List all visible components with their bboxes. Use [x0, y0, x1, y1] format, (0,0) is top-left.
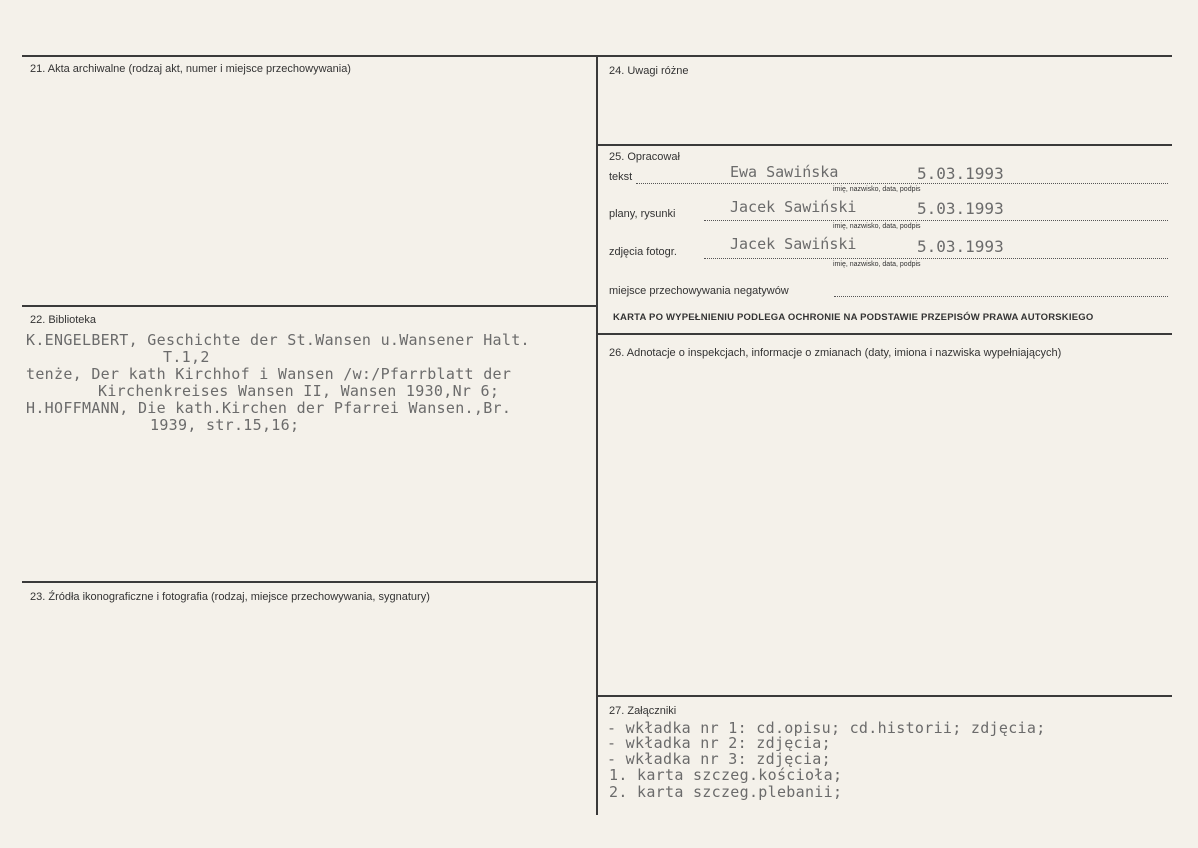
bibliography-line: K.ENGELBERT, Geschichte der St.Wansen u.Wansener Halt.	[26, 331, 530, 349]
center-divider	[596, 55, 598, 815]
section-26-label: 26. Adnotacje o inspekcjach, informacje o zmianach (daty, imiona i nazwiska wypełniających)	[609, 347, 1062, 359]
attachment-line: - wkładka nr 3: zdjęcia;	[607, 750, 831, 768]
text-author-line	[636, 183, 1168, 184]
text-author-caption: imię, nazwisko, data, podpis	[833, 186, 921, 193]
bibliography-line: T.1,2	[163, 348, 210, 366]
divider-25-26	[597, 333, 1172, 335]
divider-22-23	[22, 581, 597, 583]
bibliography-line: H.HOFFMANN, Die kath.Kirchen der Pfarrei Wansen.,Br.	[26, 399, 512, 417]
attachment-line: - wkładka nr 1: cd.opisu; cd.historii; zdjęcia;	[607, 719, 1046, 737]
section-27-label: 27. Załączniki	[609, 705, 677, 717]
section-24-label: 24. Uwagi różne	[609, 65, 689, 77]
bibliography-line: tenże, Der kath Kirchhof i Wansen /w:/Pfarrblatt der	[26, 365, 512, 383]
divider-21-22	[22, 305, 597, 307]
photos-author-caption: imię, nazwisko, data, podpis	[833, 261, 921, 268]
divider-24-25	[597, 144, 1172, 146]
photos-author-label: zdjęcia fotogr.	[609, 246, 677, 258]
bibliography-line: Kirchenkreises Wansen II, Wansen 1930,Nr 6;	[98, 382, 500, 400]
section-23-label: 23. Źródła ikonograficzne i fotografia (rodzaj, miejsce przechowywania, sygnatury)	[30, 591, 430, 603]
drawings-author-label: plany, rysunki	[609, 208, 676, 220]
divider-26-27	[597, 695, 1172, 697]
negatives-line	[834, 296, 1168, 297]
drawings-author-line	[704, 220, 1168, 221]
negatives-label: miejsce przechowywania negatywów	[609, 285, 789, 297]
attachment-line: - wkładka nr 2: zdjęcia;	[607, 734, 831, 752]
text-author-date: 5.03.1993	[917, 164, 1004, 183]
photos-author-name: Jacek Sawiński	[730, 235, 857, 253]
copyright-notice: KARTA PO WYPEŁNIENIU PODLEGA OCHRONIE NA PODSTAWIE PRZEPISÓW PRAWA AUTORSKIEGO	[613, 312, 1094, 323]
section-22-label: 22. Biblioteka	[30, 314, 97, 326]
photos-author-line	[704, 258, 1168, 259]
text-author-name: Ewa Sawińska	[730, 163, 839, 181]
attachment-line: 1. karta szczeg.kościoła;	[609, 766, 843, 784]
drawings-author-name: Jacek Sawiński	[730, 198, 857, 216]
section-25-label: 25. Opracował	[609, 151, 680, 163]
drawings-author-caption: imię, nazwisko, data, podpis	[833, 223, 921, 230]
attachment-line: 2. karta szczeg.plebanii;	[609, 783, 843, 801]
bibliography-line: 1939, str.15,16;	[150, 416, 300, 434]
photos-author-date: 5.03.1993	[917, 237, 1004, 256]
drawings-author-date: 5.03.1993	[917, 199, 1004, 218]
section-21-label: 21. Akta archiwalne (rodzaj akt, numer i miejsce przechowywania)	[30, 63, 351, 75]
text-author-label: tekst	[609, 171, 633, 183]
